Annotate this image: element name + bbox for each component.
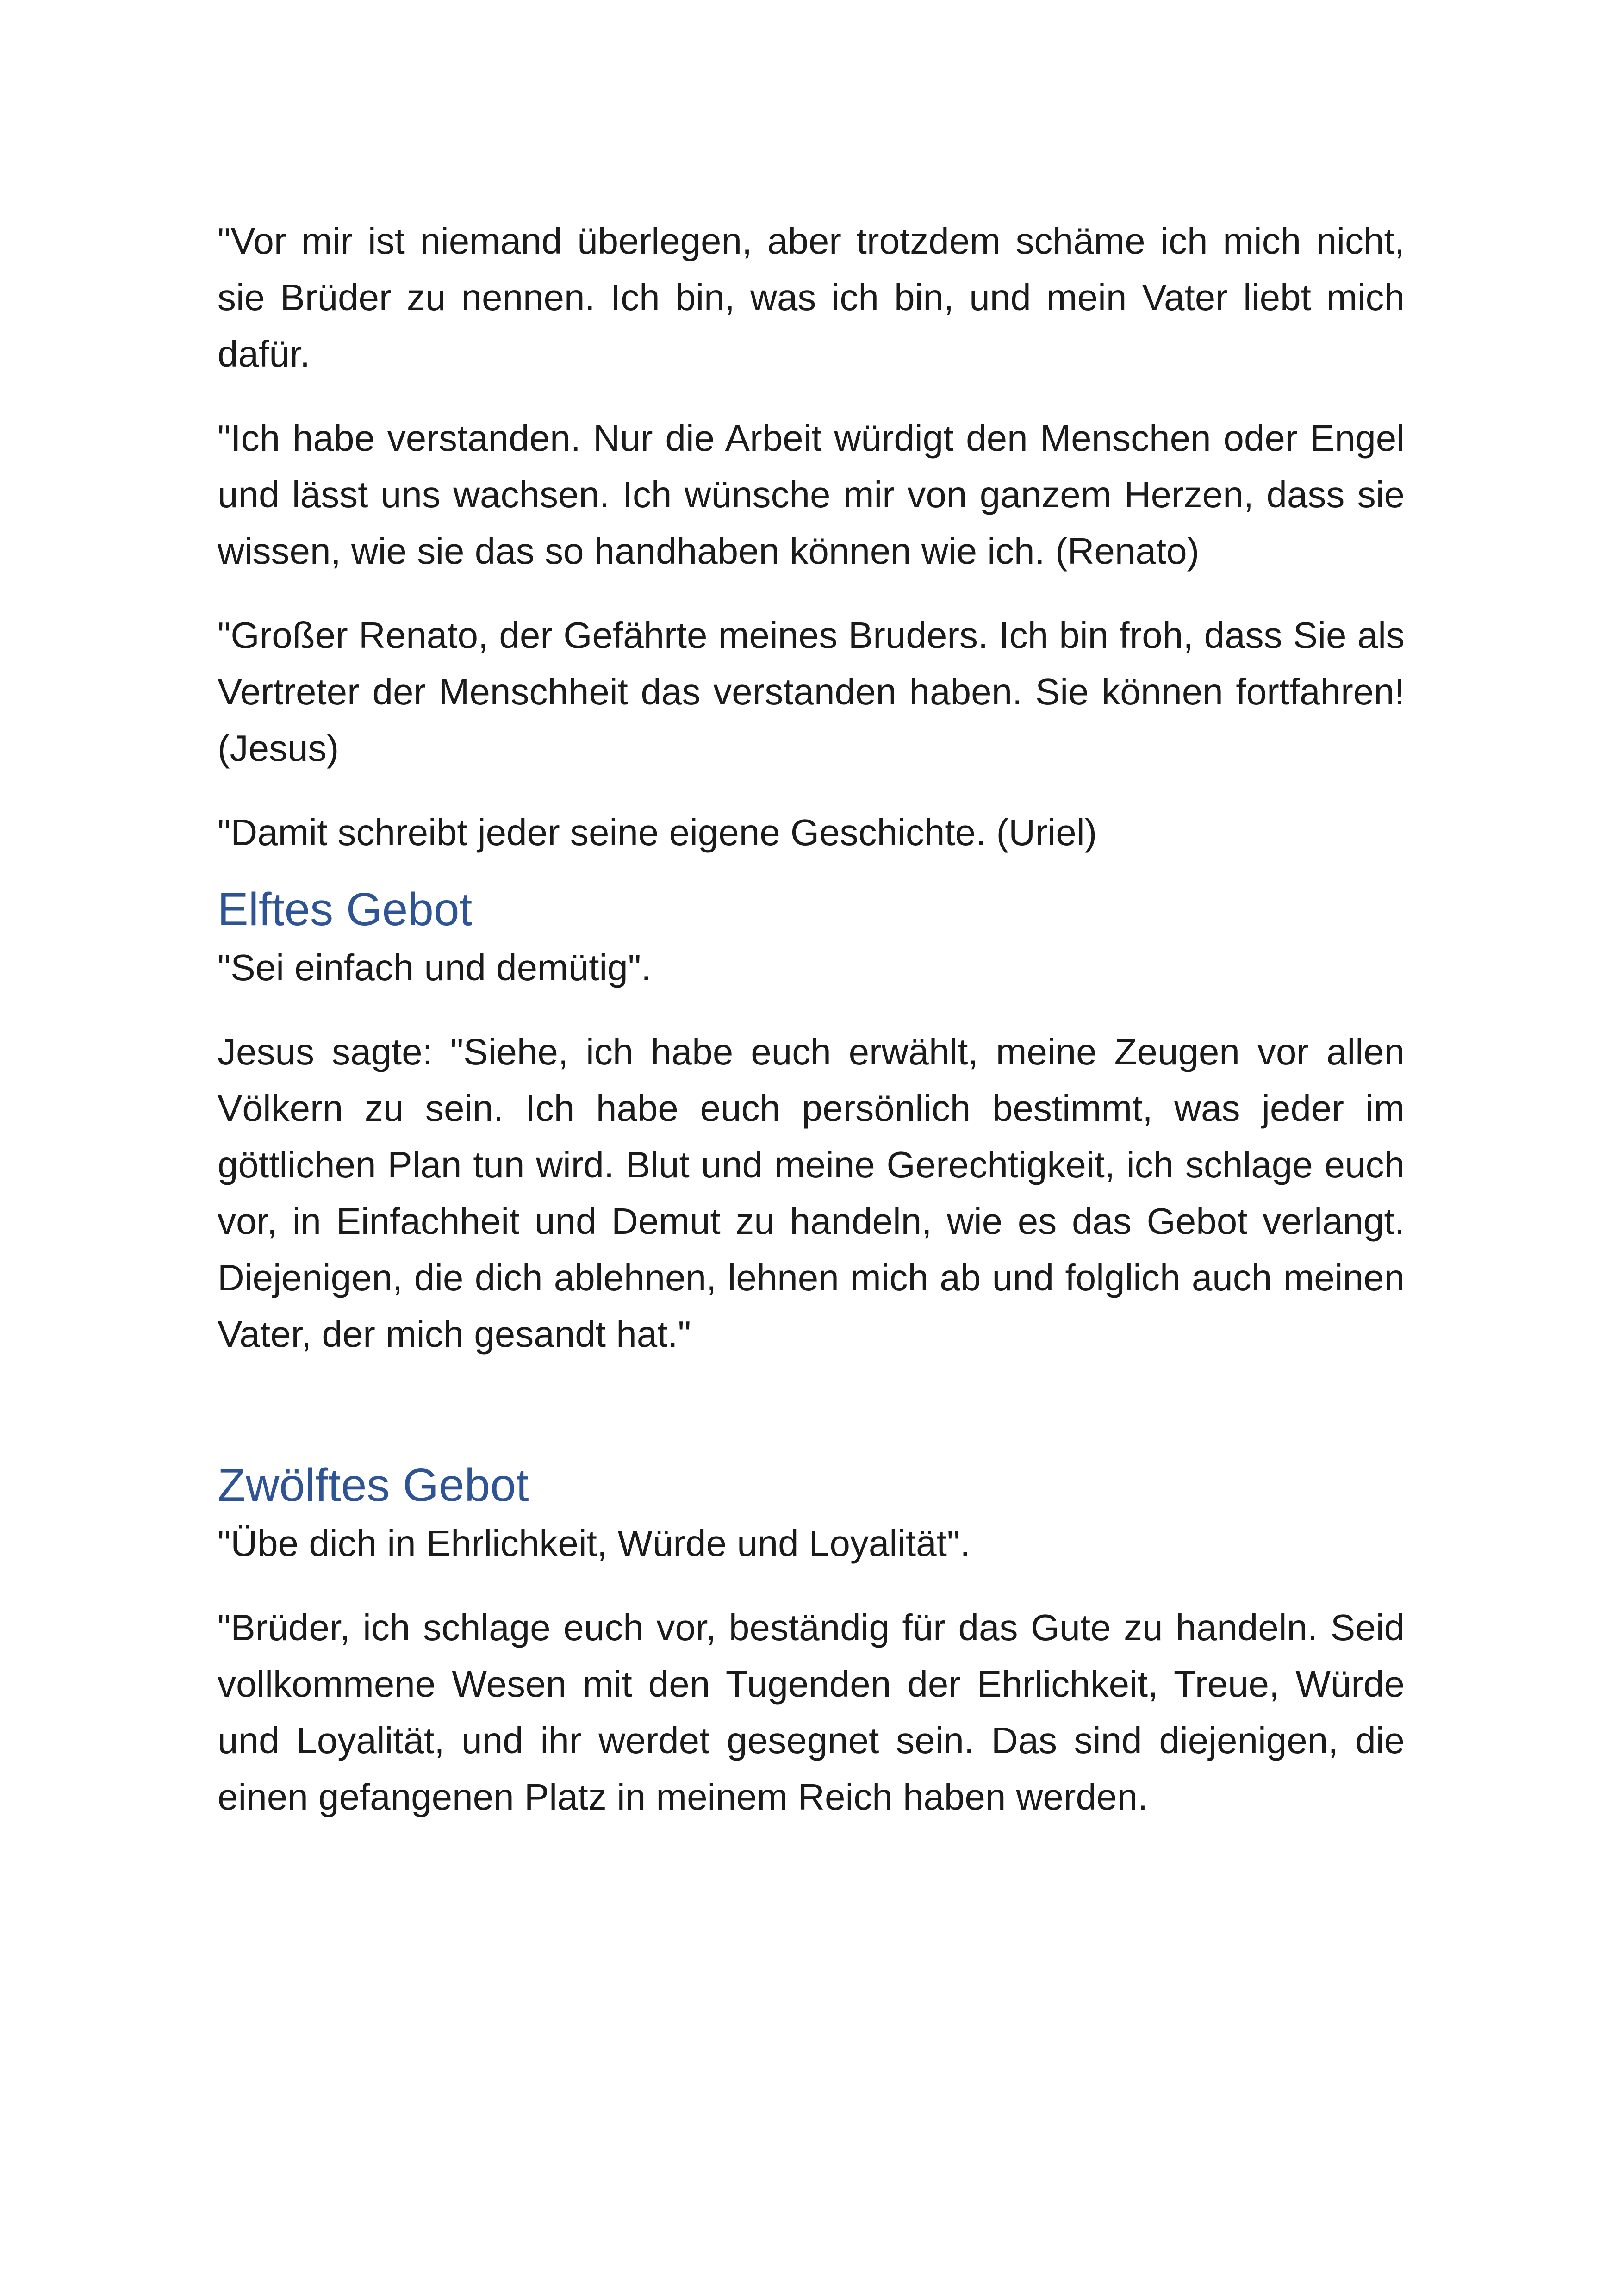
section-eleventh-commandment [218, 879, 1405, 1363]
text-eleventh-commandment: Jesus sagte: "Siehe, ich habe euch erwählt, meine Zeugen vor allen Völkern zu sein. Ich habe euch persönlich bestimmt, was jeder im göttlichen Plan tun wird. Blut und meine Gerechtigkeit, ich schlage euch vor, in Einfachheit und Demut zu handeln, wie es das Gebot verlangt. Diejenigen, die dich ablehnen, lehnen mich ab und folglich auch meinen Vater, der mich gesandt hat." [218, 1031, 1405, 1355]
paragraph-uriel: "Damit schreibt jeder seine eigene Geschichte. (Uriel) [218, 812, 1097, 853]
document-content [218, 213, 1405, 1853]
heading-twelfth-commandment: Zwölftes Gebot [218, 1459, 529, 1511]
section-twelfth-commandment [218, 1455, 1405, 1825]
heading-eleventh-commandment: Elftes Gebot [218, 884, 473, 935]
text-twelfth-commandment: "Brüder, ich schlage euch vor, beständig für das Gute zu handeln. Seid vollkommene Wesen mit den Tugenden der Ehrlichkeit, Treue, Würde und Loyalität, und ihr werdet gesegnet sein. Das sind diejenigen, die einen gefangenen Platz in meinem Reich haben werden. [218, 1607, 1405, 1817]
quote-eleventh-commandment: "Sei einfach und demütig". [218, 947, 652, 988]
blank-spacer [218, 1390, 1405, 1455]
paragraph-vor-mir: "Vor mir ist niemand überlegen, aber trotzdem schäme ich mich nicht, sie Brüder zu nennen. Ich bin, was ich bin, und mein Vater liebt mich dafür. [218, 220, 1405, 374]
paragraph-jesus: "Großer Renato, der Gefährte meines Bruders. Ich bin froh, dass Sie als Vertreter der Menschheit das verstanden haben. Sie können fortfahren! (Jesus) [218, 615, 1405, 769]
paragraph-renato: "Ich habe verstanden. Nur die Arbeit würdigt den Menschen oder Engel und lässt uns wachsen. Ich wünsche mir von ganzem Herzen, dass sie wissen, wie sie das so handhaben können wie ich. (Renato) [218, 417, 1405, 572]
quote-twelfth-commandment: "Übe dich in Ehrlichkeit, Würde und Loyalität". [218, 1523, 971, 1564]
